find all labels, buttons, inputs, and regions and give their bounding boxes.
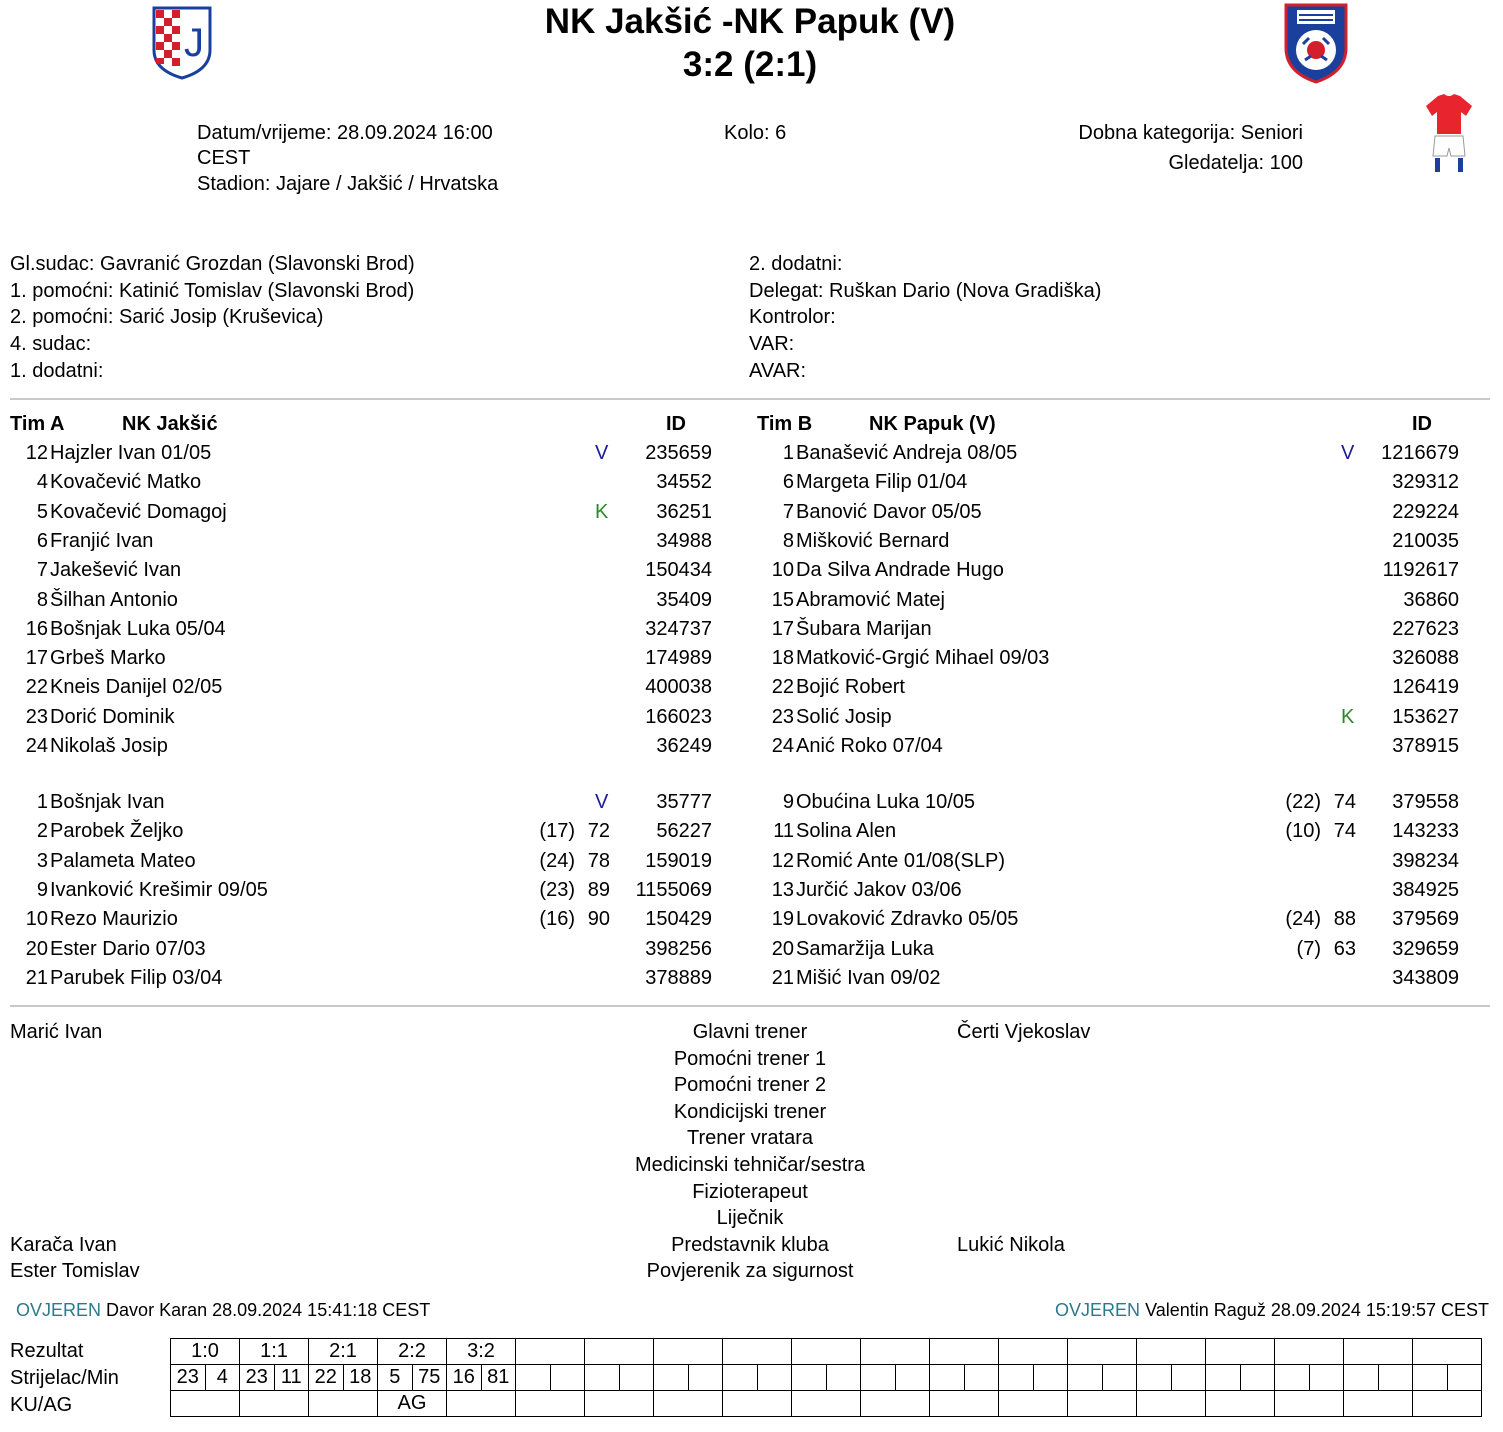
player-id: 174989 — [645, 647, 712, 670]
kuag-cell — [1206, 1391, 1275, 1417]
result-score-cell — [585, 1339, 654, 1365]
player-name: Kovačević Matko — [50, 471, 202, 494]
player-id: 150429 — [645, 908, 712, 931]
divider — [10, 398, 1490, 400]
verified-left — [16, 1300, 430, 1321]
player-id: 35409 — [656, 588, 712, 611]
player-name: Ester Dario 07/03 — [50, 937, 206, 960]
player-number: 5 — [36, 500, 48, 523]
goal-minute-cell — [619, 1365, 654, 1391]
player-id: 326088 — [1392, 647, 1459, 670]
kuag-label: KU/AG — [10, 1394, 73, 1416]
result-score-cell — [999, 1339, 1068, 1365]
player-row — [0, 618, 1503, 644]
match-title: NK Jakšić -NK Papuk (V) — [544, 2, 956, 41]
official-left: 4. sudac: — [10, 333, 92, 355]
official-right: Delegat: Ruškan Dario (Nova Gradiška) — [749, 280, 1102, 302]
result-score-cell: 2:2 — [378, 1339, 447, 1365]
scorer-number-cell — [930, 1365, 965, 1391]
player-number: 8 — [36, 588, 48, 611]
scorer-number-cell — [1275, 1365, 1310, 1391]
player-id: 229224 — [1392, 500, 1459, 523]
kuag-cell — [654, 1391, 723, 1417]
player-name: Banašević Andreja 08/05 — [796, 442, 1018, 464]
goal-minute-cell — [1240, 1365, 1275, 1391]
team-b-label: Tim B — [757, 413, 813, 435]
results-table — [170, 1338, 1482, 1417]
result-score-cell — [1206, 1339, 1275, 1365]
captain-mark: K — [595, 500, 609, 523]
scorer-number-cell — [861, 1365, 896, 1391]
player-row — [0, 589, 1503, 615]
result-score-cell — [654, 1339, 723, 1365]
player-number: 17 — [25, 647, 48, 670]
player-number: 2 — [36, 820, 48, 843]
player-number: 12 — [771, 849, 794, 872]
player-name: Da Silva Andrade Hugo — [796, 559, 1004, 582]
player-number: 17 — [771, 617, 794, 640]
kuag-cell — [309, 1391, 378, 1417]
player-number: 4 — [36, 471, 48, 494]
player-number: 9 — [782, 791, 794, 813]
player-name: Matković-Grgić Mihael 09/03 — [796, 647, 1050, 670]
player-name: Hajzler Ivan 01/05 — [50, 442, 212, 464]
goal-minute-cell — [1102, 1365, 1137, 1391]
player-number: 10 — [25, 908, 48, 931]
player-name: Parobek Željko — [50, 820, 184, 843]
player-id: 153627 — [1392, 705, 1459, 728]
player-row — [0, 501, 1503, 527]
player-name: Obućina Luka 10/05 — [796, 791, 976, 813]
scorer-number-cell — [1206, 1365, 1241, 1391]
match-score: 3:2 (2:1) — [682, 45, 818, 84]
staff-role: Glavni trener — [692, 1021, 808, 1043]
player-number: 20 — [25, 937, 48, 960]
result-score-cell — [1068, 1339, 1137, 1365]
verified-tag: OVJEREN — [16, 1300, 102, 1320]
player-number: 16 — [25, 617, 48, 640]
substitution-minute: 90 — [587, 908, 610, 931]
official-right: VAR: — [749, 333, 795, 355]
player-row — [0, 850, 1503, 876]
staff-role: Predstavnik kluba — [671, 1233, 829, 1256]
goal-minute-cell: 75 — [412, 1365, 447, 1391]
stadium-label: Stadion: Jajare / Jakšić / Hrvatska — [197, 173, 499, 195]
scorer-number-cell: 16 — [447, 1365, 482, 1391]
player-name: Lovaković Zdravko 05/05 — [796, 908, 1019, 931]
goal-minute-cell — [1033, 1365, 1068, 1391]
kuag-cell — [1137, 1391, 1206, 1417]
player-id: 378889 — [645, 966, 712, 989]
player-row — [0, 791, 1503, 817]
goal-minute-cell — [1447, 1365, 1482, 1391]
scorer-number-cell: 23 — [171, 1365, 206, 1391]
category-label: Dobna kategorija: Seniori — [1078, 122, 1303, 144]
kuag-cell — [1344, 1391, 1413, 1417]
player-name: Jakešević Ivan — [50, 559, 182, 582]
player-id: 379558 — [1392, 791, 1459, 813]
results-label: Rezultat — [10, 1340, 84, 1362]
player-id: 227623 — [1392, 617, 1459, 640]
player-row — [0, 735, 1503, 761]
player-id: 56227 — [656, 820, 712, 843]
player-name: Franjić Ivan — [50, 529, 154, 552]
substitution-for: (24) — [539, 849, 575, 872]
player-name: Bošnjak Ivan — [50, 791, 165, 813]
player-id: 36251 — [656, 500, 712, 523]
player-row — [0, 647, 1503, 673]
player-number: 22 — [25, 676, 48, 699]
player-id: 150434 — [645, 559, 712, 582]
team-a-club-rep: Karača Ivan — [10, 1234, 117, 1256]
verified-text: Davor Karan 28.09.2024 15:41:18 CEST — [106, 1300, 431, 1320]
player-number: 6 — [782, 471, 794, 494]
kuag-cell — [930, 1391, 999, 1417]
player-number: 23 — [771, 705, 794, 728]
player-name: Dorić Dominik — [50, 705, 175, 728]
kuag-cell — [1275, 1391, 1344, 1417]
scorer-number-cell — [1137, 1365, 1172, 1391]
player-number: 8 — [782, 529, 794, 552]
goal-minute-cell: 11 — [274, 1365, 309, 1391]
player-number: 24 — [25, 735, 48, 757]
player-name: Mišković Bernard — [796, 529, 950, 552]
player-number: 15 — [771, 588, 794, 611]
results-row — [171, 1339, 1482, 1365]
result-score-cell — [1344, 1339, 1413, 1365]
result-score-cell — [516, 1339, 585, 1365]
goalkeeper-mark: V — [595, 791, 609, 813]
kuag-cell — [516, 1391, 585, 1417]
player-name: Bošnjak Luka 05/04 — [50, 617, 226, 640]
substitution-minute: 88 — [1333, 908, 1356, 931]
kuag-cell — [240, 1391, 309, 1417]
round-label: Kolo: 6 — [724, 122, 787, 144]
player-name: Romić Ante 01/08(SLP) — [796, 849, 1005, 872]
official-right: 2. dodatni: — [749, 253, 843, 275]
player-name: Solina Alen — [796, 820, 897, 843]
player-name: Ivanković Krešimir 09/05 — [50, 878, 268, 901]
result-score-cell — [930, 1339, 999, 1365]
player-name: Solić Josip — [796, 705, 892, 728]
player-id: 1192617 — [1382, 559, 1459, 582]
player-id: 324737 — [645, 617, 712, 640]
player-name: Bojić Robert — [796, 676, 905, 699]
scorer-number-cell — [516, 1365, 551, 1391]
player-id: 143233 — [1392, 820, 1459, 843]
player-number: 1 — [36, 791, 48, 813]
player-id: 398256 — [645, 937, 712, 960]
player-name: Banović Davor 05/05 — [796, 500, 982, 523]
away-crest — [1283, 2, 1349, 84]
player-number: 22 — [771, 676, 794, 699]
kuag-cell — [447, 1391, 516, 1417]
verified-right — [1055, 1300, 1489, 1321]
substitution-minute: 74 — [1333, 791, 1356, 813]
player-name: Jurčić Jakov 03/06 — [796, 878, 962, 901]
player-row — [0, 442, 1503, 468]
player-number: 1 — [782, 442, 794, 464]
player-id: 34988 — [656, 529, 712, 552]
substitution-minute: 74 — [1333, 820, 1356, 843]
scorer-number-cell — [1344, 1365, 1379, 1391]
player-number: 20 — [771, 937, 794, 960]
player-number: 19 — [771, 908, 794, 931]
team-a-head-coach: Marić Ivan — [10, 1021, 103, 1043]
substitution-for: (24) — [1285, 908, 1321, 931]
staff-role: Pomoćni trener 2 — [673, 1074, 827, 1097]
staff-role: Medicinski tehničar/sestra — [634, 1154, 866, 1176]
substitution-for: (7) — [1296, 937, 1321, 960]
goal-minute-cell — [757, 1365, 792, 1391]
verified-tag: OVJEREN — [1055, 1300, 1141, 1320]
staff-role: Kondicijski trener — [673, 1100, 827, 1123]
player-row — [0, 879, 1503, 905]
team-a-security: Ester Tomislav — [10, 1260, 140, 1282]
goal-minute-cell: 18 — [343, 1365, 378, 1391]
player-name: Abramović Matej — [796, 588, 945, 611]
player-row — [0, 676, 1503, 702]
player-id: 343809 — [1392, 966, 1459, 989]
player-id: 378915 — [1392, 735, 1459, 757]
scorer-number-cell: 23 — [240, 1365, 275, 1391]
official-right: Kontrolor: — [749, 306, 836, 328]
scorer-number-cell — [654, 1365, 689, 1391]
verified-text: Valentin Raguž 28.09.2024 15:19:57 CEST — [1145, 1300, 1489, 1320]
player-id: 400038 — [645, 676, 712, 699]
staff-role: Povjerenik za sigurnost — [646, 1260, 854, 1283]
player-row — [0, 938, 1503, 964]
player-number: 7 — [782, 500, 794, 523]
team-a-name: NK Jakšić — [122, 413, 218, 435]
player-name: Kneis Danijel 02/05 — [50, 676, 223, 699]
player-name: Kovačević Domagoj — [50, 500, 227, 523]
official-left: 1. dodatni: — [10, 360, 104, 382]
goal-minute-cell — [1171, 1365, 1206, 1391]
goal-minute-cell — [1309, 1365, 1344, 1391]
datetime-label: Datum/vrijeme: 28.09.2024 16:00 — [197, 122, 493, 144]
result-score-cell — [861, 1339, 930, 1365]
goalkeeper-mark: V — [1341, 442, 1355, 464]
player-row — [0, 908, 1503, 934]
result-score-cell: 1:0 — [171, 1339, 240, 1365]
player-number: 10 — [771, 559, 794, 582]
scorer-number-cell: 22 — [309, 1365, 344, 1391]
kuag-cell — [792, 1391, 861, 1417]
scorer-number-cell — [1068, 1365, 1103, 1391]
results-row — [171, 1391, 1482, 1417]
result-score-cell: 3:2 — [447, 1339, 516, 1365]
team-a-label: Tim A — [10, 413, 65, 435]
player-number: 6 — [36, 529, 48, 552]
player-id: 35777 — [656, 791, 712, 813]
player-id: 235659 — [645, 442, 712, 464]
official-left: 2. pomoćni: Sarić Josip (Kruševica) — [10, 306, 324, 328]
player-name: Grbeš Marko — [50, 647, 166, 670]
player-id: 329312 — [1392, 471, 1459, 494]
goal-minute-cell: 4 — [205, 1365, 240, 1391]
player-id: 398234 — [1392, 849, 1459, 872]
player-row — [0, 559, 1503, 585]
team-a-id-header: ID — [666, 413, 686, 435]
kuag-cell — [1068, 1391, 1137, 1417]
results-row — [171, 1365, 1482, 1391]
goal-minute-cell — [964, 1365, 999, 1391]
player-name: Nikolaš Josip — [50, 735, 168, 757]
result-score-cell — [1137, 1339, 1206, 1365]
kuag-cell — [1413, 1391, 1482, 1417]
goal-minute-cell — [826, 1365, 861, 1391]
substitution-minute: 63 — [1333, 937, 1356, 960]
result-score-cell — [1413, 1339, 1482, 1365]
result-score-cell — [792, 1339, 861, 1365]
player-name: Samaržija Luka — [796, 937, 934, 960]
kuag-cell — [585, 1391, 654, 1417]
goal-minute-cell — [550, 1365, 585, 1391]
player-name: Mišić Ivan 09/02 — [796, 966, 941, 989]
team-b-id-header: ID — [1412, 413, 1432, 435]
player-number: 21 — [771, 966, 794, 989]
result-score-cell — [1275, 1339, 1344, 1365]
player-number: 11 — [773, 820, 794, 843]
player-name: Margeta Filip 01/04 — [796, 471, 968, 494]
timezone-label: CEST — [197, 147, 251, 169]
substitution-for: (10) — [1285, 820, 1321, 843]
result-score-cell: 1:1 — [240, 1339, 309, 1365]
team-b-club-rep: Lukić Nikola — [957, 1234, 1065, 1256]
scorer-number-cell — [585, 1365, 620, 1391]
substitution-minute: 78 — [587, 849, 610, 872]
divider — [10, 1005, 1490, 1007]
substitution-minute: 89 — [587, 878, 610, 901]
spectators-label: Gledatelja: 100 — [1168, 152, 1303, 174]
player-id: 159019 — [645, 849, 712, 872]
scorer-number-cell: 5 — [378, 1365, 413, 1391]
player-number: 13 — [771, 878, 794, 901]
player-number: 24 — [771, 735, 794, 757]
player-id: 36249 — [656, 735, 712, 757]
scorer-number-cell — [723, 1365, 758, 1391]
svg-text:J: J — [184, 21, 204, 65]
official-left: 1. pomoćni: Katinić Tomislav (Slavonski Brod) — [10, 280, 415, 302]
substitution-for: (23) — [539, 878, 575, 901]
staff-role: Liječnik — [716, 1207, 784, 1230]
kuag-cell — [999, 1391, 1068, 1417]
official-left: Gl.sudac: Gavranić Grozdan (Slavonski Brod) — [10, 253, 415, 275]
player-row — [0, 471, 1503, 497]
player-row — [0, 967, 1503, 993]
player-name: Palameta Mateo — [50, 849, 196, 872]
player-number: 12 — [25, 442, 48, 464]
scorer-label: Strijelac/Min — [10, 1367, 119, 1389]
player-id: 34552 — [656, 471, 712, 494]
kuag-cell — [171, 1391, 240, 1417]
goal-minute-cell — [895, 1365, 930, 1391]
player-name: Šubara Marijan — [796, 617, 932, 640]
scorer-number-cell — [1413, 1365, 1448, 1391]
player-row — [0, 530, 1503, 556]
captain-mark: K — [1341, 705, 1355, 728]
player-id: 36860 — [1403, 588, 1459, 611]
player-number: 23 — [25, 705, 48, 728]
kit-icon — [1424, 92, 1474, 174]
staff-role: Trener vratara — [687, 1127, 813, 1150]
player-number: 18 — [771, 647, 794, 670]
substitution-for: (17) — [539, 820, 575, 843]
player-number: 21 — [25, 966, 48, 989]
team-b-head-coach: Čerti Vjekoslav — [957, 1021, 1091, 1043]
player-number: 3 — [36, 849, 48, 872]
goalkeeper-mark: V — [595, 442, 609, 464]
scorer-number-cell — [792, 1365, 827, 1391]
player-id: 384925 — [1392, 878, 1459, 901]
goal-minute-cell — [688, 1365, 723, 1391]
staff-role: Fizioterapeut — [692, 1180, 808, 1203]
staff-role: Pomoćni trener 1 — [673, 1047, 827, 1070]
player-id: 126419 — [1392, 676, 1459, 699]
player-id: 210035 — [1392, 529, 1459, 552]
player-id: 166023 — [645, 705, 712, 728]
player-number: 9 — [36, 878, 48, 901]
player-id: 1155069 — [635, 878, 712, 901]
player-name: Anić Roko 07/04 — [796, 735, 943, 757]
player-id: 329659 — [1392, 937, 1459, 960]
substitution-for: (16) — [539, 908, 575, 931]
player-number: 7 — [36, 559, 48, 582]
official-right: AVAR: — [749, 360, 807, 382]
player-id: 379569 — [1392, 908, 1459, 931]
substitution-for: (22) — [1285, 791, 1321, 813]
goal-minute-cell: 81 — [481, 1365, 516, 1391]
player-row — [0, 820, 1503, 846]
player-name: Rezo Maurizio — [50, 908, 178, 931]
player-name: Šilhan Antonio — [50, 588, 178, 611]
result-score-cell — [723, 1339, 792, 1365]
player-row — [0, 706, 1503, 732]
home-crest — [152, 6, 212, 80]
kuag-cell — [723, 1391, 792, 1417]
substitution-minute: 72 — [587, 820, 610, 843]
kuag-cell — [861, 1391, 930, 1417]
player-id: 1216679 — [1381, 442, 1459, 464]
player-name: Parubek Filip 03/04 — [50, 966, 223, 989]
scorer-number-cell — [999, 1365, 1034, 1391]
goal-minute-cell — [1378, 1365, 1413, 1391]
team-b-name: NK Papuk (V) — [869, 413, 996, 435]
result-score-cell: 2:1 — [309, 1339, 378, 1365]
kuag-cell: AG — [378, 1391, 447, 1417]
